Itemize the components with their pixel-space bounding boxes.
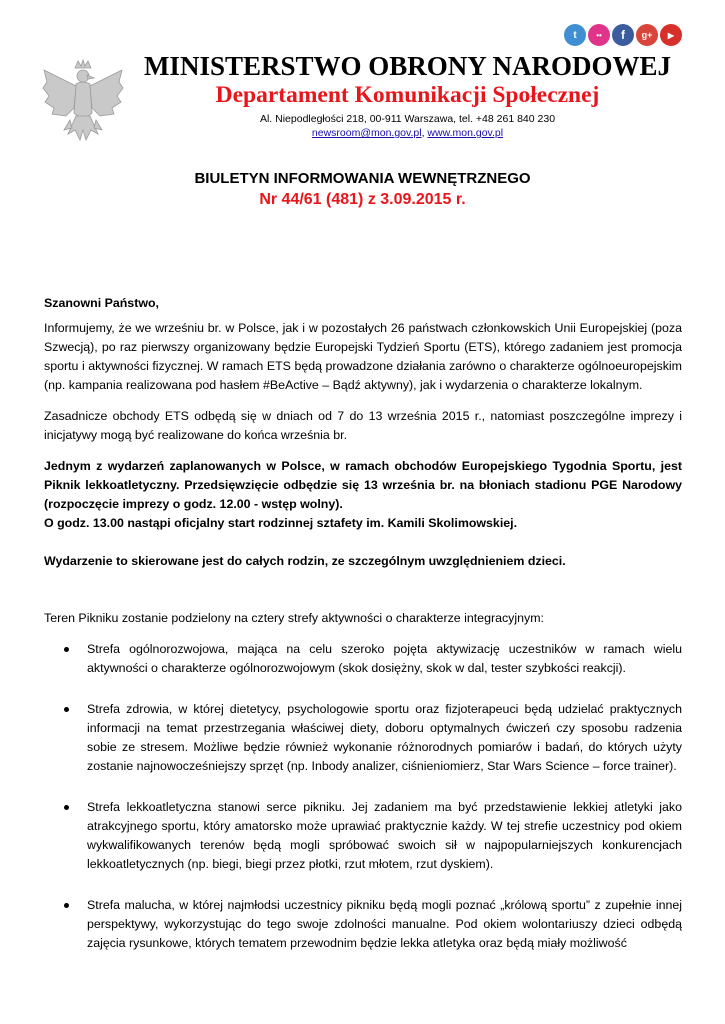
list-item	[44, 896, 682, 953]
document-body	[44, 294, 682, 953]
link-separator: ,	[421, 127, 428, 139]
paragraph-dates: Zasadnicze obchody ETS odbędą się w dniach od 7 do 13 września 2015 r., natomiast poszczególne imprezy i inicjatywy mogą być realizowane do końca września br.	[44, 409, 682, 442]
eagle-emblem-icon	[42, 58, 124, 150]
department-name: Departament Komunikacji Społecznej	[215, 82, 600, 108]
bullet-icon	[64, 903, 69, 908]
flickr-icon[interactable]: ••	[588, 24, 610, 46]
bullet-icon	[64, 647, 69, 652]
list-item	[44, 640, 682, 678]
paragraph-relay: O godz. 13.00 nastąpi oficjalny start rodzinnej sztafety im. Kamili Skolimowskiej.	[44, 516, 518, 530]
paragraph-families: Wydarzenie to skierowane jest do całych rodzin, ze szczególnym uwzględnieniem dzieci.	[44, 554, 566, 568]
list-item-text: Strefa malucha, w której najmłodsi uczestnicy pikniku będą mogli poznać „królową sportu” z zupełnie innej perspektywy, wykorzystując do tego swoje zdolności manualne. Pod okiem wolontariuszy dzieci odbędą zajęcia rysunkowe, których tematem przewodnim będzie lekka atletyka oraz będą miały możliwość	[87, 898, 682, 950]
address: Al. Niepodległości 218, 00-911 Warszawa, tel. +48 261 840 230	[259, 113, 556, 125]
googleplus-icon[interactable]: g+	[636, 24, 658, 46]
ministry-name: MINISTERSTWO OBRONY NARODOWEJ	[143, 51, 672, 81]
bullet-icon	[64, 805, 69, 810]
youtube-icon[interactable]: ▶	[660, 24, 682, 46]
twitter-icon[interactable]: t	[564, 24, 586, 46]
list-item-text: Strefa lekkoatletyczna stanowi serce pikniku. Jej zadaniem ma być przedstawienie lekkiej atletyki jako atrakcyjnego sportu, który amatorsko może uprawiać praktycznie każdy. W tej strefie uczestnicy pod okiem wykwalifikowanych terenów będą mogli spróbować swoich sił w najpopularniejszych konkurencjach lekkoatletycznych (np. biegi, biegi przez płotki, rzut młotem, rzut dyskiem).	[87, 800, 682, 871]
list-item	[44, 700, 682, 776]
list-item-text: Strefa zdrowia, w której dietetycy, psychologowie sportu oraz fizjoterapeuci będą udzielać praktycznych informacji na temat przestrzegania właściwej diety, doboru optymalnych ćwiczeń czy sposobu radzenia sobie ze stresem. Możliwe będzie również wykonanie różnorodnych pomiarów i badań, do których użyty zostanie najnowocześniejszy sprzęt (np. Inbody analizer, ciśnieniomierz, Star Wars Science – force trainer).	[87, 702, 682, 773]
zones-list	[44, 640, 682, 953]
facebook-icon[interactable]: f	[612, 24, 634, 46]
paragraph-zones-intro: Teren Pikniku zostanie podzielony na cztery strefy aktywności o charakterze integracyjnym:	[44, 611, 544, 625]
paragraph-picnic: Jednym z wydarzeń zaplanowanych w Polsce, w ramach obchodów Europejskiego Tygodnia Sportu, jest Piknik lekkoatletyczny. Przedsięwzięcie odbędzie się 13 września br. na błoniach stadionu PGE Narodowy (rozpoczęcie imprezy o godz. 12.00 - wstęp wolny).	[44, 459, 682, 511]
list-item-text: Strefa ogólnorozwojowa, mająca na celu szeroko pojęta aktywizację uczestników w ramach wielu aktywności o charakterze ogólnorozwojowym (skok dosiężny, skok w dal, tester szybkości reakcji).	[87, 642, 682, 675]
contact-links	[135, 127, 680, 140]
bullet-icon	[64, 707, 69, 712]
bulletin-title: BIULETYN INFORMOWANIA WEWNĘTRZNEGO	[194, 170, 531, 187]
paragraph-intro: Informujemy, że we wrześniu br. w Polsce, jak i w pozostałych 26 państwach członkowskich Unii Europejskiej (poza Szwecją), po raz pierwszy organizowany będzie Europejski Tydzień Sportu (ETS), którego zadaniem jest promocja sportu i aktywności fizycznej. W ramach ETS będą prowadzone działania zarówno o charakterze ogólnoeuropejskim (np. kampania realizowana pod hasłem #BeActive – Bądź aktywny), jak i wydarzenia o charakterze lokalnym.	[44, 321, 682, 392]
list-item	[44, 798, 682, 874]
email-link[interactable]: newsroom@mon.gov.pl	[311, 127, 422, 139]
social-icons	[564, 24, 682, 46]
website-link[interactable]: www.mon.gov.pl	[427, 127, 504, 139]
greeting: Szanowni Państwo,	[44, 296, 159, 310]
bulletin-number: Nr 44/61 (481) z 3.09.2015 r.	[259, 191, 466, 208]
